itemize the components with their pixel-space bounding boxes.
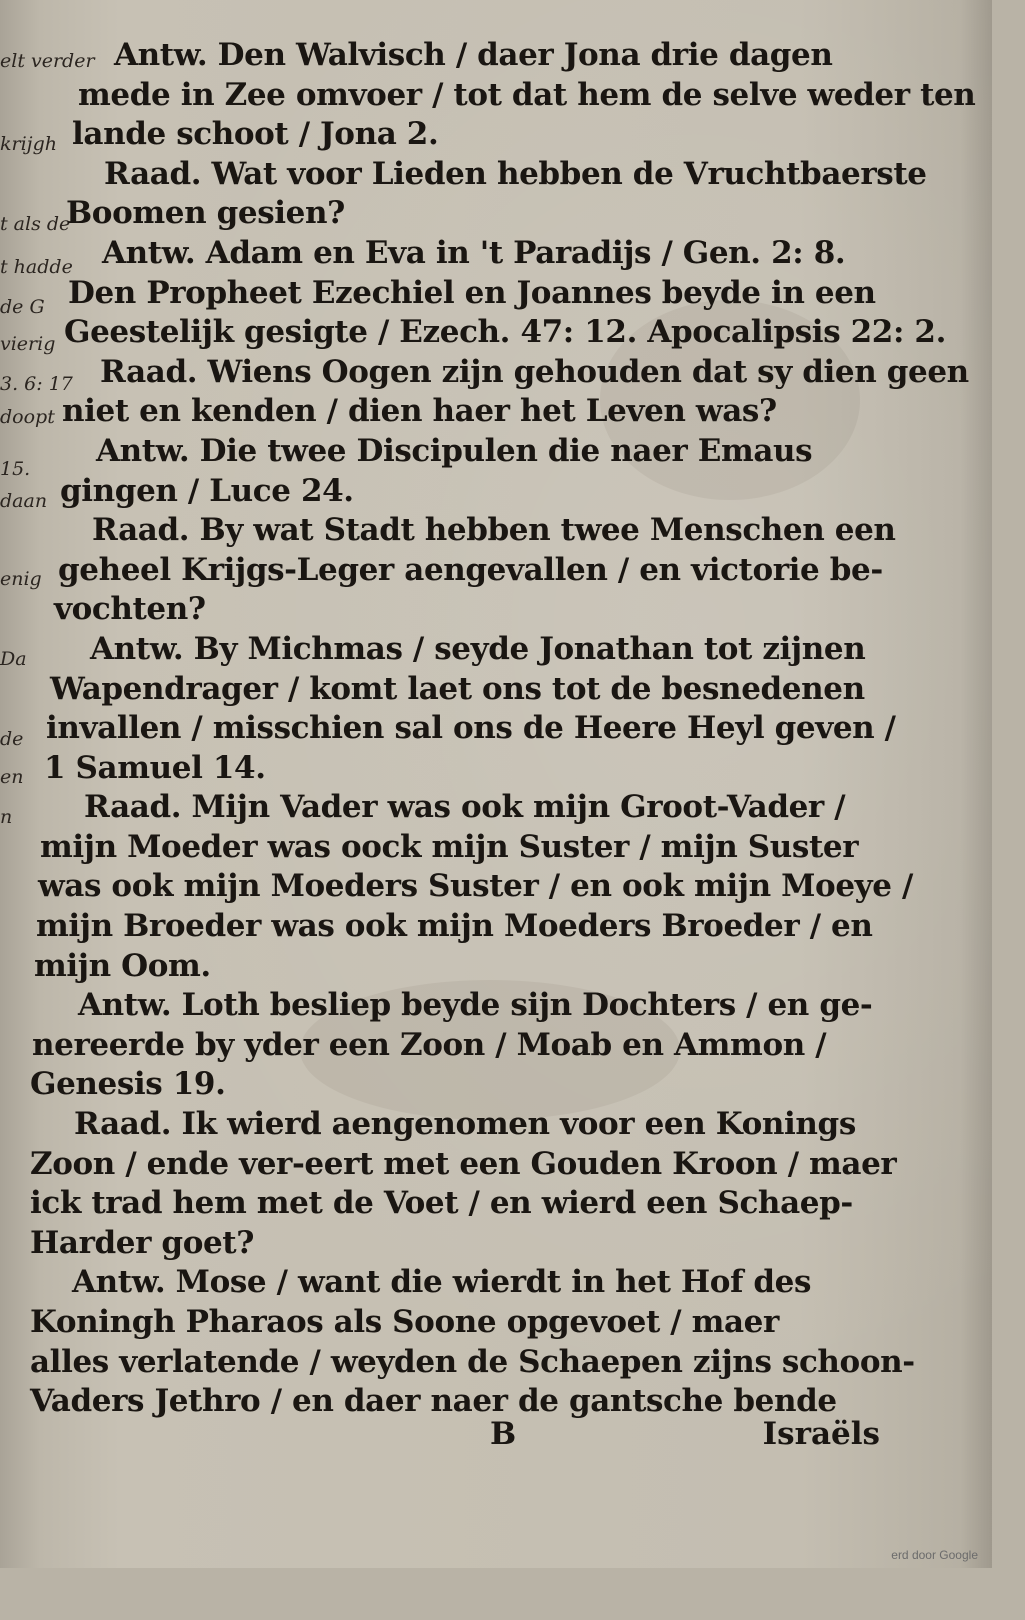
text-line: Wapendrager / komt laet ons tot de besnedenen (50, 670, 865, 707)
page-foot (30, 1416, 880, 1456)
margin-note: enig (0, 568, 42, 590)
text-line: niet en kenden / dien haer het Leven was? (62, 393, 777, 430)
text-line: gingen / Luce 24. (60, 472, 354, 509)
text-line: Vaders Jethro / en daer naer de gantsche bende (30, 1383, 837, 1420)
margin-note: Da (0, 648, 27, 670)
text-line: Antw. By Michmas / seyde Jonathan tot zijnen (90, 630, 866, 667)
text-line: Antw. Adam en Eva in 't Paradijs / Gen. 2: 8. (102, 234, 846, 271)
text-line: Raad. Mijn Vader was ook mijn Groot-Vader / (84, 789, 846, 826)
text-line: Antw. Den Walvisch / daer Jona drie dagen (114, 37, 833, 73)
catchword: Israëls (762, 1416, 880, 1452)
text-line: alles verlatende / weyden de Schaepen zijns schoon- (30, 1343, 915, 1380)
text-line: ick trad hem met de Voet / en wierd een Schaep- (30, 1185, 853, 1222)
text-line: mijn Oom. (34, 947, 211, 984)
margin-note: de (0, 728, 24, 750)
margin-note: vierig (0, 333, 56, 355)
margin-note: t als de (0, 213, 71, 235)
text-line: Koningh Pharaos als Soone opgevoet / maer (30, 1304, 779, 1340)
text-line: Genesis 19. (30, 1066, 226, 1103)
text-line: mijn Broeder was ook mijn Moeders Broeder / en (36, 908, 873, 945)
text-line: Harder goet? (30, 1224, 254, 1261)
text-line: Antw. Mose / want die wierdt in het Hof des (72, 1264, 812, 1301)
text-line: Geestelijk gesigte / Ezech. 47: 12. Apocalipsis 22: 2. (64, 314, 946, 351)
text-line: Den Propheet Ezechiel en Joannes beyde in een (68, 274, 876, 311)
text-line: lande schoot / Jona 2. (72, 116, 439, 153)
margin-note: de G (0, 296, 45, 318)
text-line: mede in Zee omvoer / tot dat hem de selve weder ten (78, 76, 976, 113)
margin-note: 3. 6: 17 (0, 373, 73, 395)
text-line: Raad. Ik wierd aengenomen voor een Konings (74, 1106, 856, 1143)
text-line: Boomen gesien? (66, 195, 345, 232)
text-line: Raad. By wat Stadt hebben twee Menschen een (92, 512, 896, 549)
margin-note: en (0, 766, 24, 788)
margin-note: t hadde (0, 256, 73, 278)
text-line: invallen / misschien sal ons de Heere Heyl geven / (46, 710, 896, 747)
text-line: was ook mijn Moeders Suster / en ook mijn Moeye / (38, 868, 913, 905)
text-line: Raad. Wiens Oogen zijn gehouden dat sy dien geen (100, 353, 969, 390)
margin-note: elt verder (0, 50, 95, 72)
margin-note: krijgh (0, 133, 57, 155)
text-line: geheel Krijgs-Leger aengevallen / en victorie be- (58, 551, 883, 588)
margin-note: n (0, 806, 13, 828)
text-line: Zoon / ende ver-eert met een Gouden Kroon / maer (30, 1145, 897, 1182)
margin-note: 15. (0, 458, 31, 480)
text-line: Raad. Wat voor Lieden hebben de Vruchtbaerste (104, 155, 927, 192)
text-line: Antw. Loth besliep beyde sijn Dochters / en ge- (78, 987, 873, 1024)
text-line: mijn Moeder was oock mijn Suster / mijn Suster (40, 828, 859, 865)
margin-note: doopt (0, 406, 55, 428)
signature-mark: B (490, 1416, 517, 1452)
text-line: vochten? (54, 591, 206, 628)
margin-note: daan (0, 490, 48, 512)
digitized-watermark: erd door Google (891, 1548, 978, 1562)
text-line: Antw. Die twee Discipulen die naer Emaus (96, 432, 813, 469)
text-line: nereerde by yder een Zoon / Moab en Ammon / (32, 1026, 827, 1063)
text-line: 1 Samuel 14. (44, 749, 266, 786)
main-text (30, 36, 976, 1422)
